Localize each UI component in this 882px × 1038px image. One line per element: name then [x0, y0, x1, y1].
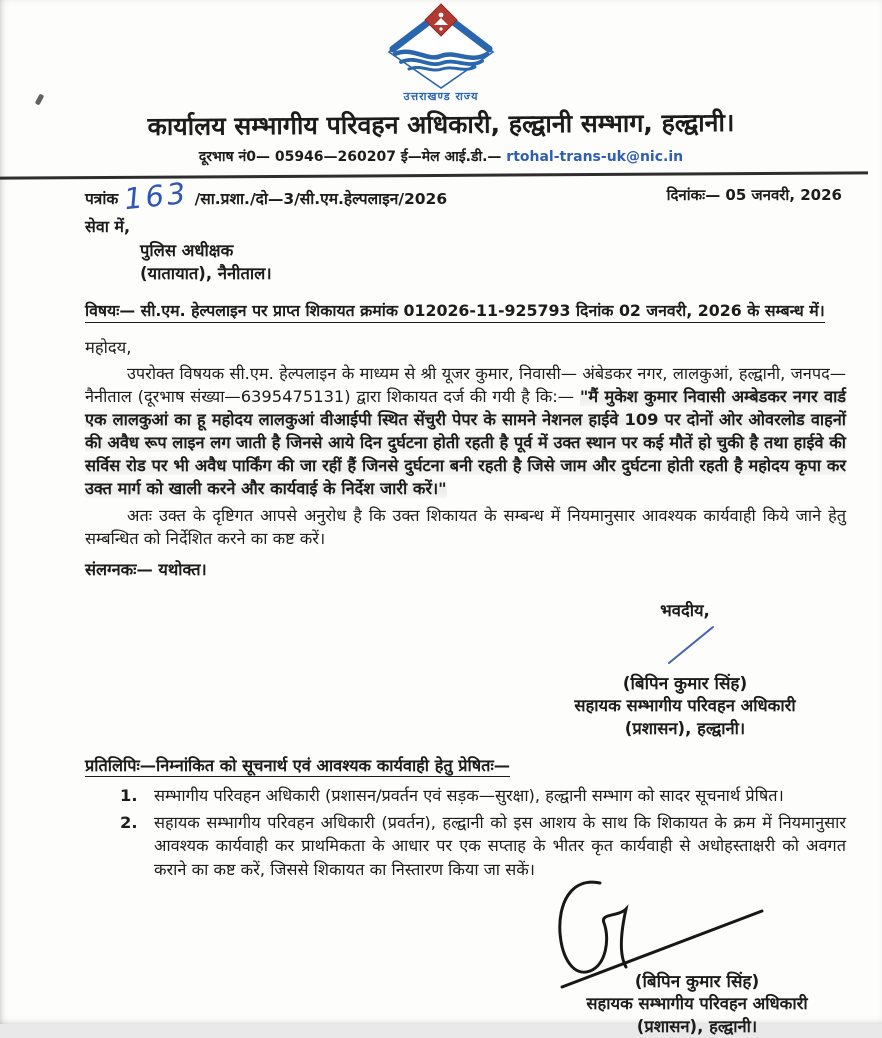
signatory-designation-lower: सहायक सम्भागीय परिवहन अधिकारी	[586, 994, 808, 1013]
copy-to-heading-text: प्रतिलिपिः—निम्नांकित को सूचनार्थ एवं आवश्यक कार्यवाही हेतु प्रेषितः—	[85, 756, 511, 775]
office-email: rtohal-trans-uk@nic.in	[506, 149, 684, 165]
copy-item-2-number: 2.	[120, 812, 138, 832]
letter-number-reference: /सा.प्रशा./दो—3/सी.एम.हेल्पलाइन/2026	[194, 190, 448, 208]
signature-block-lower	[532, 969, 862, 1038]
handwritten-letter-number: 163	[122, 175, 191, 217]
signatory-office-lower: (प्रशासन), हल्द्वानी।	[636, 1017, 758, 1036]
header-divider	[0, 171, 868, 179]
addressee-line1: पुलिस अधीक्षक	[140, 241, 234, 260]
copy-item-1-number: 1.	[120, 786, 138, 805]
initial-signature-stroke-icon	[655, 623, 725, 665]
state-emblem-icon	[379, 4, 503, 90]
copy-item-1	[120, 784, 846, 808]
body-paragraph-1	[85, 362, 846, 500]
signatory-name-upper: (बिपिन कुमार सिंह)	[622, 674, 748, 694]
office-title: कार्यालय सम्भागीय परिवहन अधिकारी, हल्द्वानी सम्भाग, हल्द्वानी।	[147, 107, 735, 142]
emblem-caption: उत्तराखण्ड राज्य	[403, 90, 479, 103]
letter-meta-row	[85, 175, 852, 217]
letter-number-label: पत्रांक	[85, 190, 119, 208]
paragraph-1-lead: उपरोक्त विषयक सी.एम. हेल्पलाइन के माध्यम से श्री यूजर कुमार, निवासी— अंबेडकर नगर, लालकुआं, हल्द्वानी, जनपद— नैनीताल (दूरभाष संख्या—6395475131) द्वारा शिकायत दर्ज की गयी है कि:—	[85, 364, 846, 406]
copy-to-heading	[85, 754, 882, 776]
addressee-line2: (यातायात), नैनीताल।	[140, 264, 272, 283]
copy-to-list	[120, 784, 846, 881]
signatory-designation-upper: सहायक सम्भागीय परिवहन अधिकारी	[574, 696, 796, 715]
copy-item-2	[120, 811, 846, 882]
body-salutation: महोदय,	[85, 338, 132, 357]
signatory-name-lower: (बिपिन कुमार सिंह)	[634, 972, 760, 992]
copy-item-1-text: सम्भागीय परिवहन अधिकारी (प्रशासन/प्रवर्तन एवं सड़क—सुरक्षा), हल्द्वानी सम्भाग को सादर सूचनार्थ प्रेषित।	[154, 786, 784, 805]
body-paragraph-2: अतः उक्त के दृष्टिगत आपसे अनुरोध है कि उक्त शिकायत के सम्बन्ध में नियमानुसार आवश्यक कार्यवाही किये जाने हेतु सम्बन्धित को निर्देशित करने का कष्ट करें।	[85, 506, 846, 548]
phone-email-label: दूरभाष नं0— 05946—260207 ई—मेल आई.डी.—	[198, 149, 502, 165]
closing-word: भवदीय,	[660, 601, 710, 620]
signature-block-upper	[530, 598, 840, 740]
copy-item-2-text: सहायक सम्भागीय परिवहन अधिकारी (प्रवर्तन), हल्द्वानी को इस आशय के साथ कि शिकायत के क्रम में नियमानुसार आवश्यक कार्यवाही कर प्राथमिकता के आधार पर एक सप्ताह के भीतर कृत कार्यवाही से अधोहस्ताक्षरी को अवगत कराने का कष्ट करें, जिससे शिकायत का निस्तारण किया जा सकें।	[154, 812, 846, 879]
uttarakhand-state-emblem	[0, 0, 882, 104]
addressee-block	[140, 239, 882, 285]
enclosure-line: संलग्नकः— यथोक्त।	[85, 560, 207, 579]
letter-date: दिनांकः— 05 जनवरी, 2026	[666, 186, 842, 204]
subject-text: विषयः— सी.एम. हेल्पलाइन पर प्राप्त शिकायत क्रमांक 012026-11-925793 दिनांक 02 जनवरी, 2026 के सम्बन्ध में।	[85, 301, 825, 323]
subject-line	[85, 299, 852, 321]
complaint-quote: "मैं मुकेश कुमार निवासी अम्बेडकर नगर वार्ड एक लालकुआं का हू महोदय लालकुआं वीआईपी स्थित सेंचुरी पेपर के सामने नेशनल हाईवे 109 पर दोनों ओर ओवरलोड वाहनों की अवैध रूप लाइन लग जाती है जिनसे आये दिन दुर्घटना होती रहती है पूर्व में उक्त स्थान पर कई मौतें हो चुकी है तथा हाईवे की सर्विस रोड पर भी अवैध पार्किंग की जा रहीं हैं जिनसे दुर्घटना बनी रहती है जिसे जाम और दुर्घटना होती रहती है महोदय कृपा कर उक्त मार्ग को खाली करने और कार्यवाई के निर्देश जारी करें।"	[85, 387, 846, 498]
contact-line	[0, 147, 882, 166]
signatory-office-upper: (प्रशासन), हल्द्वानी।	[624, 719, 746, 738]
addressee-to-label: सेवा में,	[85, 217, 131, 236]
